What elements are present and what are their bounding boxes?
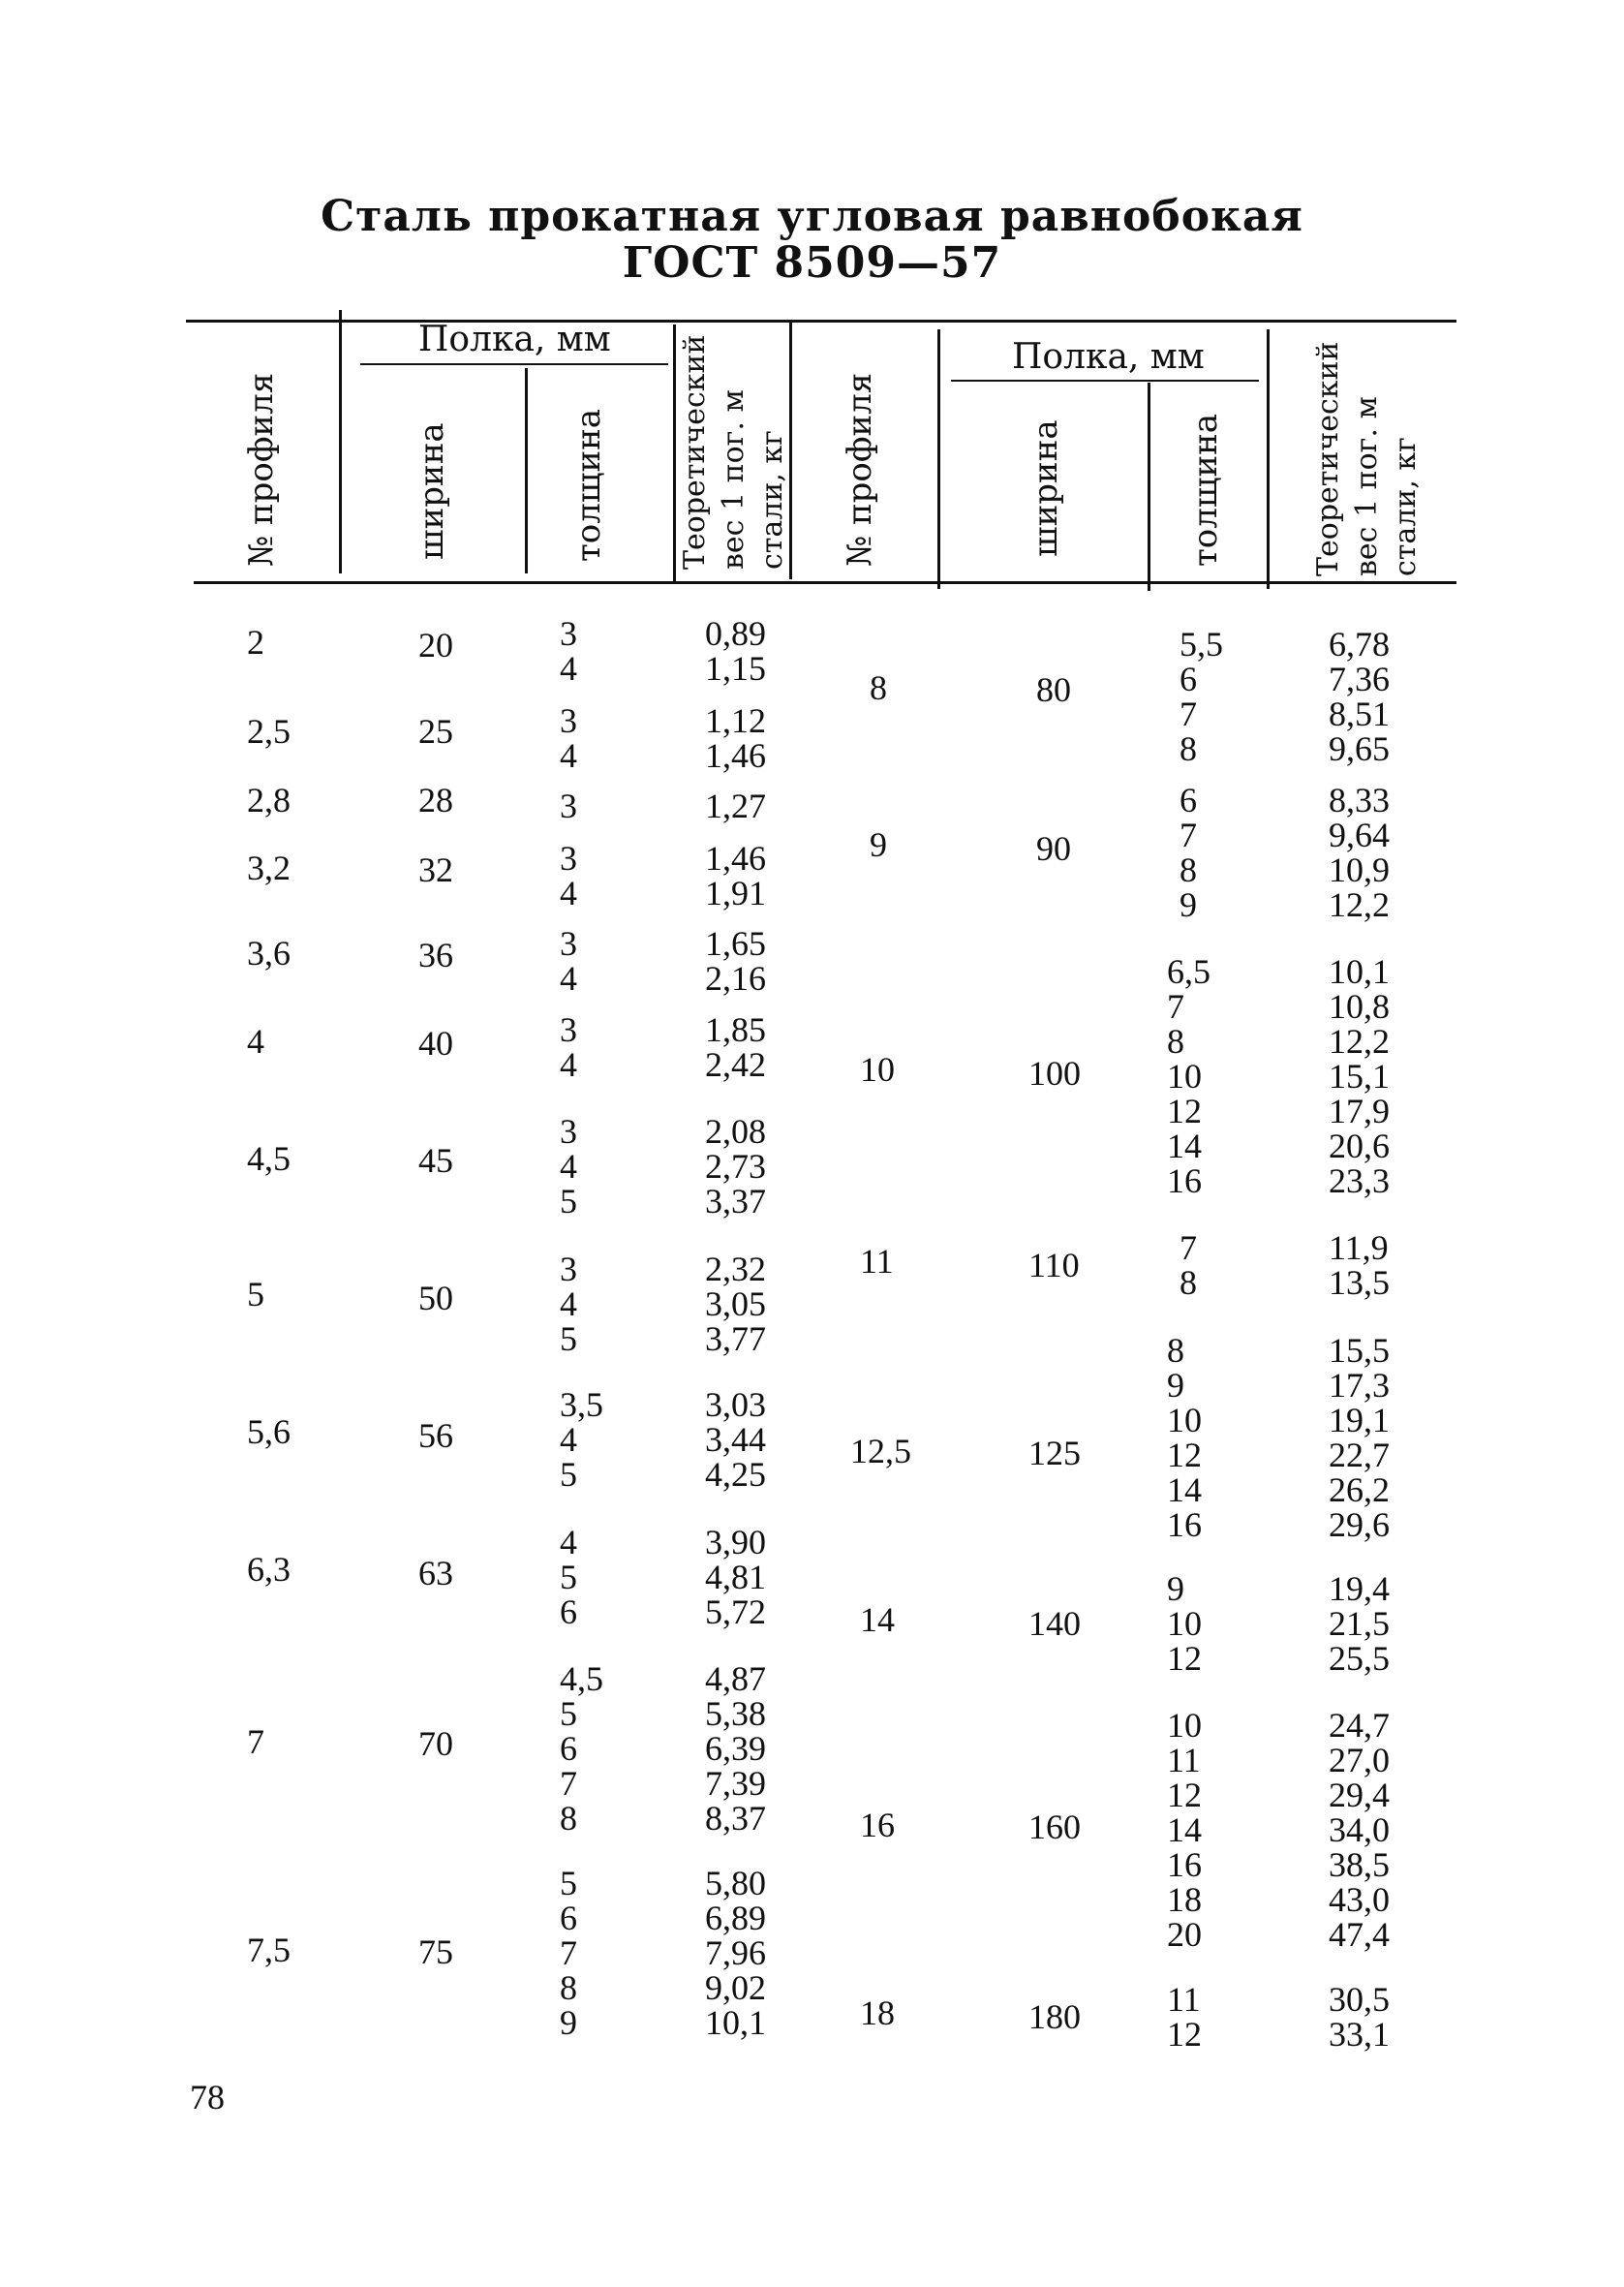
header-thickness-right: толщина — [1186, 413, 1225, 567]
profile-cell: 3,2 — [247, 849, 291, 887]
weight-cell: 11,9 13,5 — [1329, 1228, 1390, 1302]
header-width-left: ширина — [413, 422, 451, 560]
profile-cell: 2 — [247, 623, 264, 662]
width-cell: 20 — [418, 626, 453, 664]
weight-cell: 15,5 17,3 19,1 22,7 26,2 29,6 — [1329, 1331, 1390, 1544]
width-cell: 63 — [418, 1554, 453, 1592]
width-cell: 45 — [418, 1141, 453, 1180]
weight-cell: 1,27 — [705, 787, 766, 825]
header-profile-left: № профиля — [242, 372, 281, 567]
thickness-cell: 5,5 6 7 8 — [1180, 625, 1223, 768]
profile-cell: 6,3 — [247, 1550, 291, 1589]
header-profile-right: № профиля — [841, 372, 879, 567]
header-thickness-left: толщина — [569, 408, 608, 562]
width-cell: 36 — [418, 936, 453, 974]
profile-cell: 7,5 — [247, 1931, 291, 1969]
weight-cell: 3,03 3,44 4,25 — [705, 1385, 766, 1494]
thickness-cell: 4,5 5 6 7 8 — [560, 1659, 603, 1838]
weight-cell: 0,89 1,15 — [705, 614, 766, 688]
thickness-cell: 3 4 — [560, 1010, 577, 1084]
page-title: Сталь прокатная угловая равнобокая — [321, 192, 1303, 241]
profile-cell: 14 — [860, 1600, 895, 1639]
weight-cell: 30,5 33,1 — [1329, 1980, 1390, 2054]
profile-cell: 11 — [860, 1242, 894, 1281]
thickness-cell: 3 4 5 — [560, 1112, 577, 1221]
thickness-cell: 11 12 — [1167, 1980, 1202, 2054]
profile-cell: 10 — [860, 1050, 895, 1089]
divider-2 — [525, 368, 528, 573]
width-cell: 25 — [418, 712, 453, 751]
width-cell: 180 — [1028, 1997, 1081, 2036]
left-shelf-rule — [360, 363, 668, 365]
thickness-cell: 3,5 4 5 — [560, 1385, 603, 1494]
thickness-cell: 3 4 — [560, 614, 577, 688]
weight-cell: 2,08 2,73 3,37 — [705, 1112, 766, 1221]
profile-cell: 16 — [860, 1806, 895, 1844]
thickness-cell: 7 8 — [1180, 1228, 1197, 1302]
page-subtitle: ГОСТ 8509—57 — [622, 238, 1002, 288]
width-cell: 100 — [1028, 1054, 1081, 1093]
width-cell: 90 — [1036, 829, 1071, 868]
profile-cell: 2,5 — [247, 712, 291, 751]
page-number: 78 — [190, 2078, 225, 2117]
profile-cell: 9 — [870, 825, 887, 864]
weight-cell: 1,85 2,42 — [705, 1010, 766, 1084]
header-width-right: ширина — [1026, 419, 1065, 557]
thickness-cell: 6 7 8 9 — [1180, 781, 1197, 924]
thickness-cell: 5 6 7 8 9 — [560, 1864, 577, 2042]
profile-cell: 7 — [247, 1722, 264, 1761]
right-shelf-rule — [951, 380, 1259, 382]
weight-cell: 1,12 1,46 — [705, 701, 766, 775]
profile-cell: 4,5 — [247, 1139, 291, 1178]
width-cell: 56 — [418, 1416, 453, 1455]
weight-cell: 19,4 21,5 25,5 — [1329, 1569, 1390, 1678]
profile-cell: 4 — [247, 1022, 264, 1061]
profile-cell: 5 — [247, 1275, 264, 1313]
width-cell: 160 — [1028, 1808, 1081, 1846]
profile-cell: 3,6 — [247, 934, 291, 973]
divider-6 — [1148, 383, 1150, 591]
weight-cell: 6,78 7,36 8,51 9,65 — [1329, 625, 1390, 768]
header-weight-left: Теоретический вес 1 пог. м стали, кг — [678, 334, 789, 570]
thickness-cell: 3 4 — [560, 701, 577, 775]
thickness-cell: 9 10 12 — [1167, 1569, 1202, 1678]
width-cell: 140 — [1028, 1604, 1081, 1643]
profile-cell: 8 — [870, 668, 887, 707]
profile-cell: 2,8 — [247, 781, 291, 819]
header-shelf-right: Полка, мм — [1012, 337, 1205, 377]
width-cell: 50 — [418, 1279, 453, 1317]
width-cell: 75 — [418, 1932, 453, 1971]
thickness-cell: 3 — [560, 787, 577, 825]
width-cell: 28 — [418, 781, 453, 819]
width-cell: 70 — [418, 1724, 453, 1763]
thickness-cell: 6,5 7 8 10 12 14 16 — [1167, 952, 1210, 1200]
thickness-cell: 3 4 5 — [560, 1250, 577, 1358]
divider-1 — [339, 310, 342, 573]
thickness-cell: 3 4 — [560, 924, 577, 998]
weight-cell: 1,65 2,16 — [705, 924, 766, 998]
header-weight-right: Теоретический вес 1 пог. м стали, кг — [1311, 341, 1423, 576]
divider-5 — [937, 329, 940, 589]
width-cell: 40 — [418, 1024, 453, 1063]
thickness-cell: 10 11 12 14 16 18 20 — [1167, 1706, 1202, 1954]
width-cell: 110 — [1028, 1246, 1080, 1284]
width-cell: 80 — [1036, 670, 1071, 709]
width-cell: 125 — [1028, 1434, 1081, 1472]
profile-cell: 12,5 — [850, 1432, 911, 1470]
weight-cell: 24,7 27,0 29,4 34,0 38,5 43,0 47,4 — [1329, 1706, 1390, 1954]
profile-cell: 18 — [860, 1993, 895, 2032]
table-top-rule — [186, 320, 1456, 323]
weight-cell: 8,33 9,64 10,9 12,2 — [1329, 781, 1390, 924]
weight-cell: 4,87 5,38 6,39 7,39 8,37 — [705, 1659, 766, 1838]
header-shelf-left: Полка, мм — [418, 320, 611, 359]
weight-cell: 10,1 10,8 12,2 15,1 17,9 20,6 23,3 — [1329, 952, 1390, 1200]
divider-7 — [1267, 329, 1270, 589]
weight-cell: 3,90 4,81 5,72 — [705, 1523, 766, 1631]
width-cell: 32 — [418, 850, 453, 889]
thickness-cell: 4 5 6 — [560, 1523, 577, 1631]
thickness-cell: 3 4 — [560, 839, 577, 912]
thickness-cell: 8 9 10 12 14 16 — [1167, 1331, 1202, 1544]
weight-cell: 1,46 1,91 — [705, 839, 766, 912]
weight-cell: 5,80 6,89 7,96 9,02 10,1 — [705, 1864, 766, 2042]
profile-cell: 5,6 — [247, 1412, 291, 1451]
weight-cell: 2,32 3,05 3,77 — [705, 1250, 766, 1358]
